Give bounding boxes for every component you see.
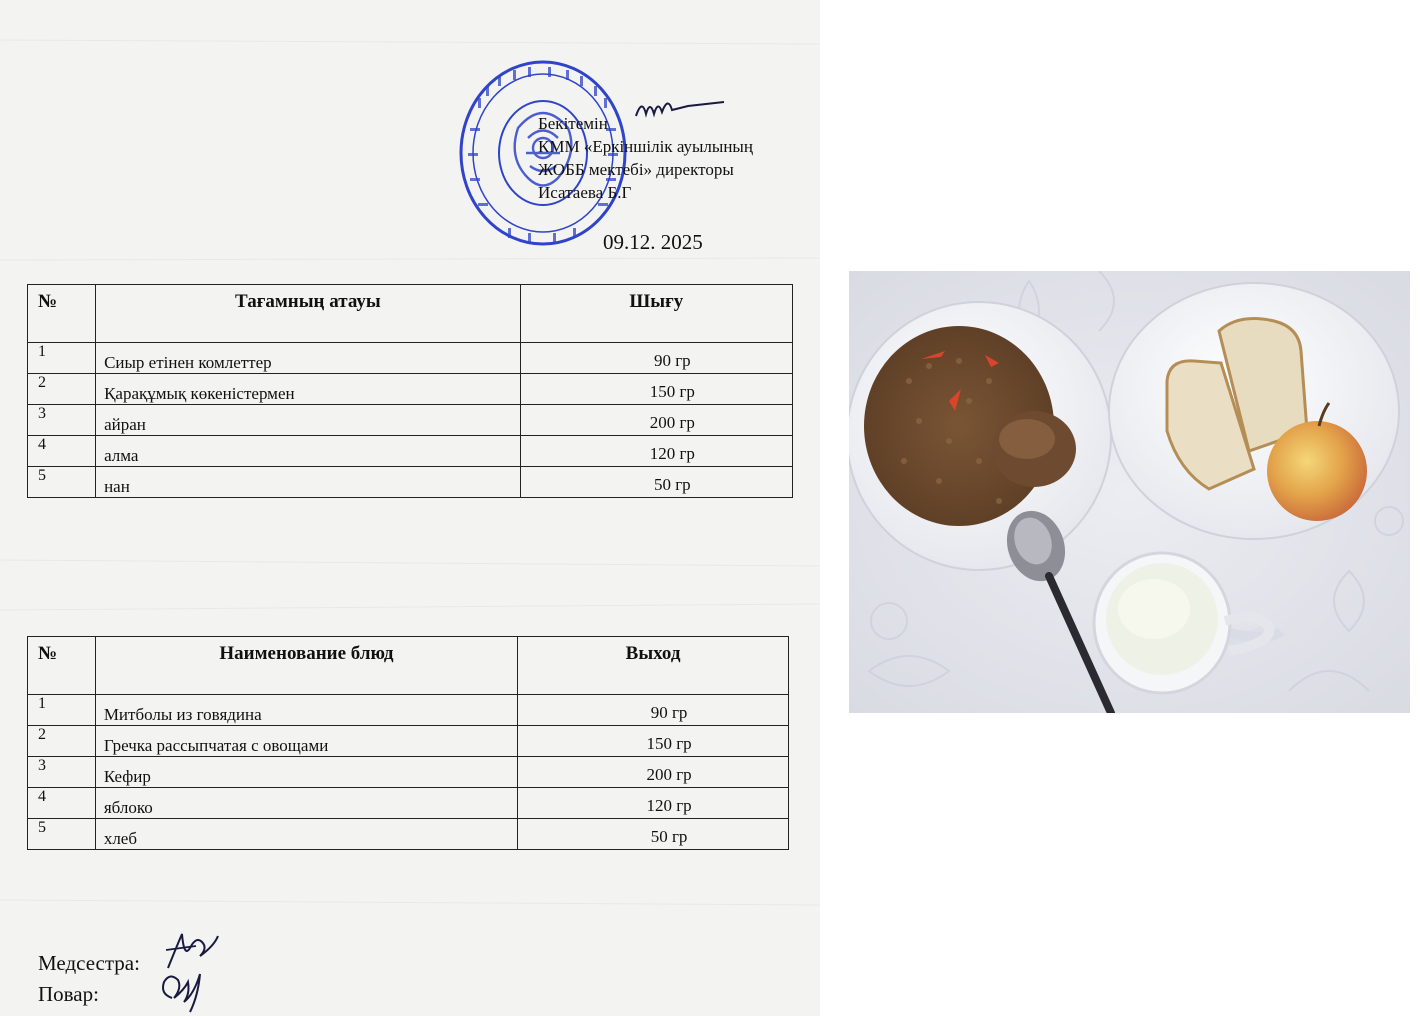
portion-size: 50 гр — [518, 819, 789, 850]
dish-name: Қарақұмық көкеністермен — [96, 374, 521, 405]
cook-signature — [154, 968, 206, 1016]
meatball-crust — [999, 419, 1055, 459]
column-header-number: № — [28, 637, 96, 695]
table-row — [28, 343, 793, 374]
menu-table-kz — [27, 284, 793, 498]
column-header-dish: Наименование блюд — [95, 637, 517, 695]
row-number: 1 — [28, 343, 96, 374]
signers-block — [38, 948, 140, 1010]
column-header-number: № — [28, 285, 96, 343]
portion-size: 120 гр — [520, 436, 792, 467]
dish-name: хлеб — [95, 819, 517, 850]
table-row — [28, 695, 789, 726]
portion-size: 200 гр — [520, 405, 792, 436]
portion-size: 150 гр — [518, 726, 789, 757]
row-number: 5 — [28, 819, 96, 850]
portion-size: 150 гр — [520, 374, 792, 405]
column-header-portion: Выход — [518, 637, 789, 695]
table-row — [28, 788, 789, 819]
approval-block — [538, 112, 753, 204]
table-row — [28, 436, 793, 467]
column-header-dish: Тағамның атауы — [96, 285, 521, 343]
row-number: 3 — [28, 405, 96, 436]
portion-size: 120 гр — [518, 788, 789, 819]
row-number: 2 — [28, 374, 96, 405]
table-row — [28, 405, 793, 436]
row-number: 2 — [28, 726, 96, 757]
row-number: 1 — [28, 695, 96, 726]
row-number: 5 — [28, 467, 96, 498]
row-number: 3 — [28, 757, 96, 788]
portion-size: 90 гр — [518, 695, 789, 726]
approval-line: КММ «Еркіншілік ауылының — [538, 137, 753, 156]
dish-name: алма — [96, 436, 521, 467]
column-header-portion: Шығу — [520, 285, 792, 343]
dish-name: яблоко — [95, 788, 517, 819]
table-row — [28, 467, 793, 498]
row-number: 4 — [28, 436, 96, 467]
portion-size: 90 гр — [520, 343, 792, 374]
table-row — [28, 374, 793, 405]
dish-name: Сиыр етінен комлеттер — [96, 343, 521, 374]
dish-name: Митболы из говядина — [95, 695, 517, 726]
table-row — [28, 726, 789, 757]
approval-line: Бекітемін — [538, 114, 608, 133]
dish-name: Гречка рассыпчатая с овощами — [95, 726, 517, 757]
meal-photo — [849, 271, 1410, 713]
dish-name: нан — [96, 467, 521, 498]
approval-line: ЖОББ мектебі» директоры — [538, 160, 734, 179]
approval-date: 09.12. 2025 — [603, 230, 703, 254]
table-header-row — [28, 637, 789, 695]
cook-label: Повар: — [38, 982, 99, 1006]
portion-size: 200 гр — [518, 757, 789, 788]
dish-name: Кефир — [95, 757, 517, 788]
table-row — [28, 757, 789, 788]
table-header-row — [28, 285, 793, 343]
row-number: 4 — [28, 788, 96, 819]
nurse-label: Медсестра: — [38, 951, 140, 975]
approval-line: Исатаева Б.Г — [538, 183, 632, 202]
apple — [1267, 421, 1367, 521]
dish-name: айран — [96, 405, 521, 436]
table-row — [28, 819, 789, 850]
menu-table-ru — [27, 636, 789, 850]
portion-size: 50 гр — [520, 467, 792, 498]
